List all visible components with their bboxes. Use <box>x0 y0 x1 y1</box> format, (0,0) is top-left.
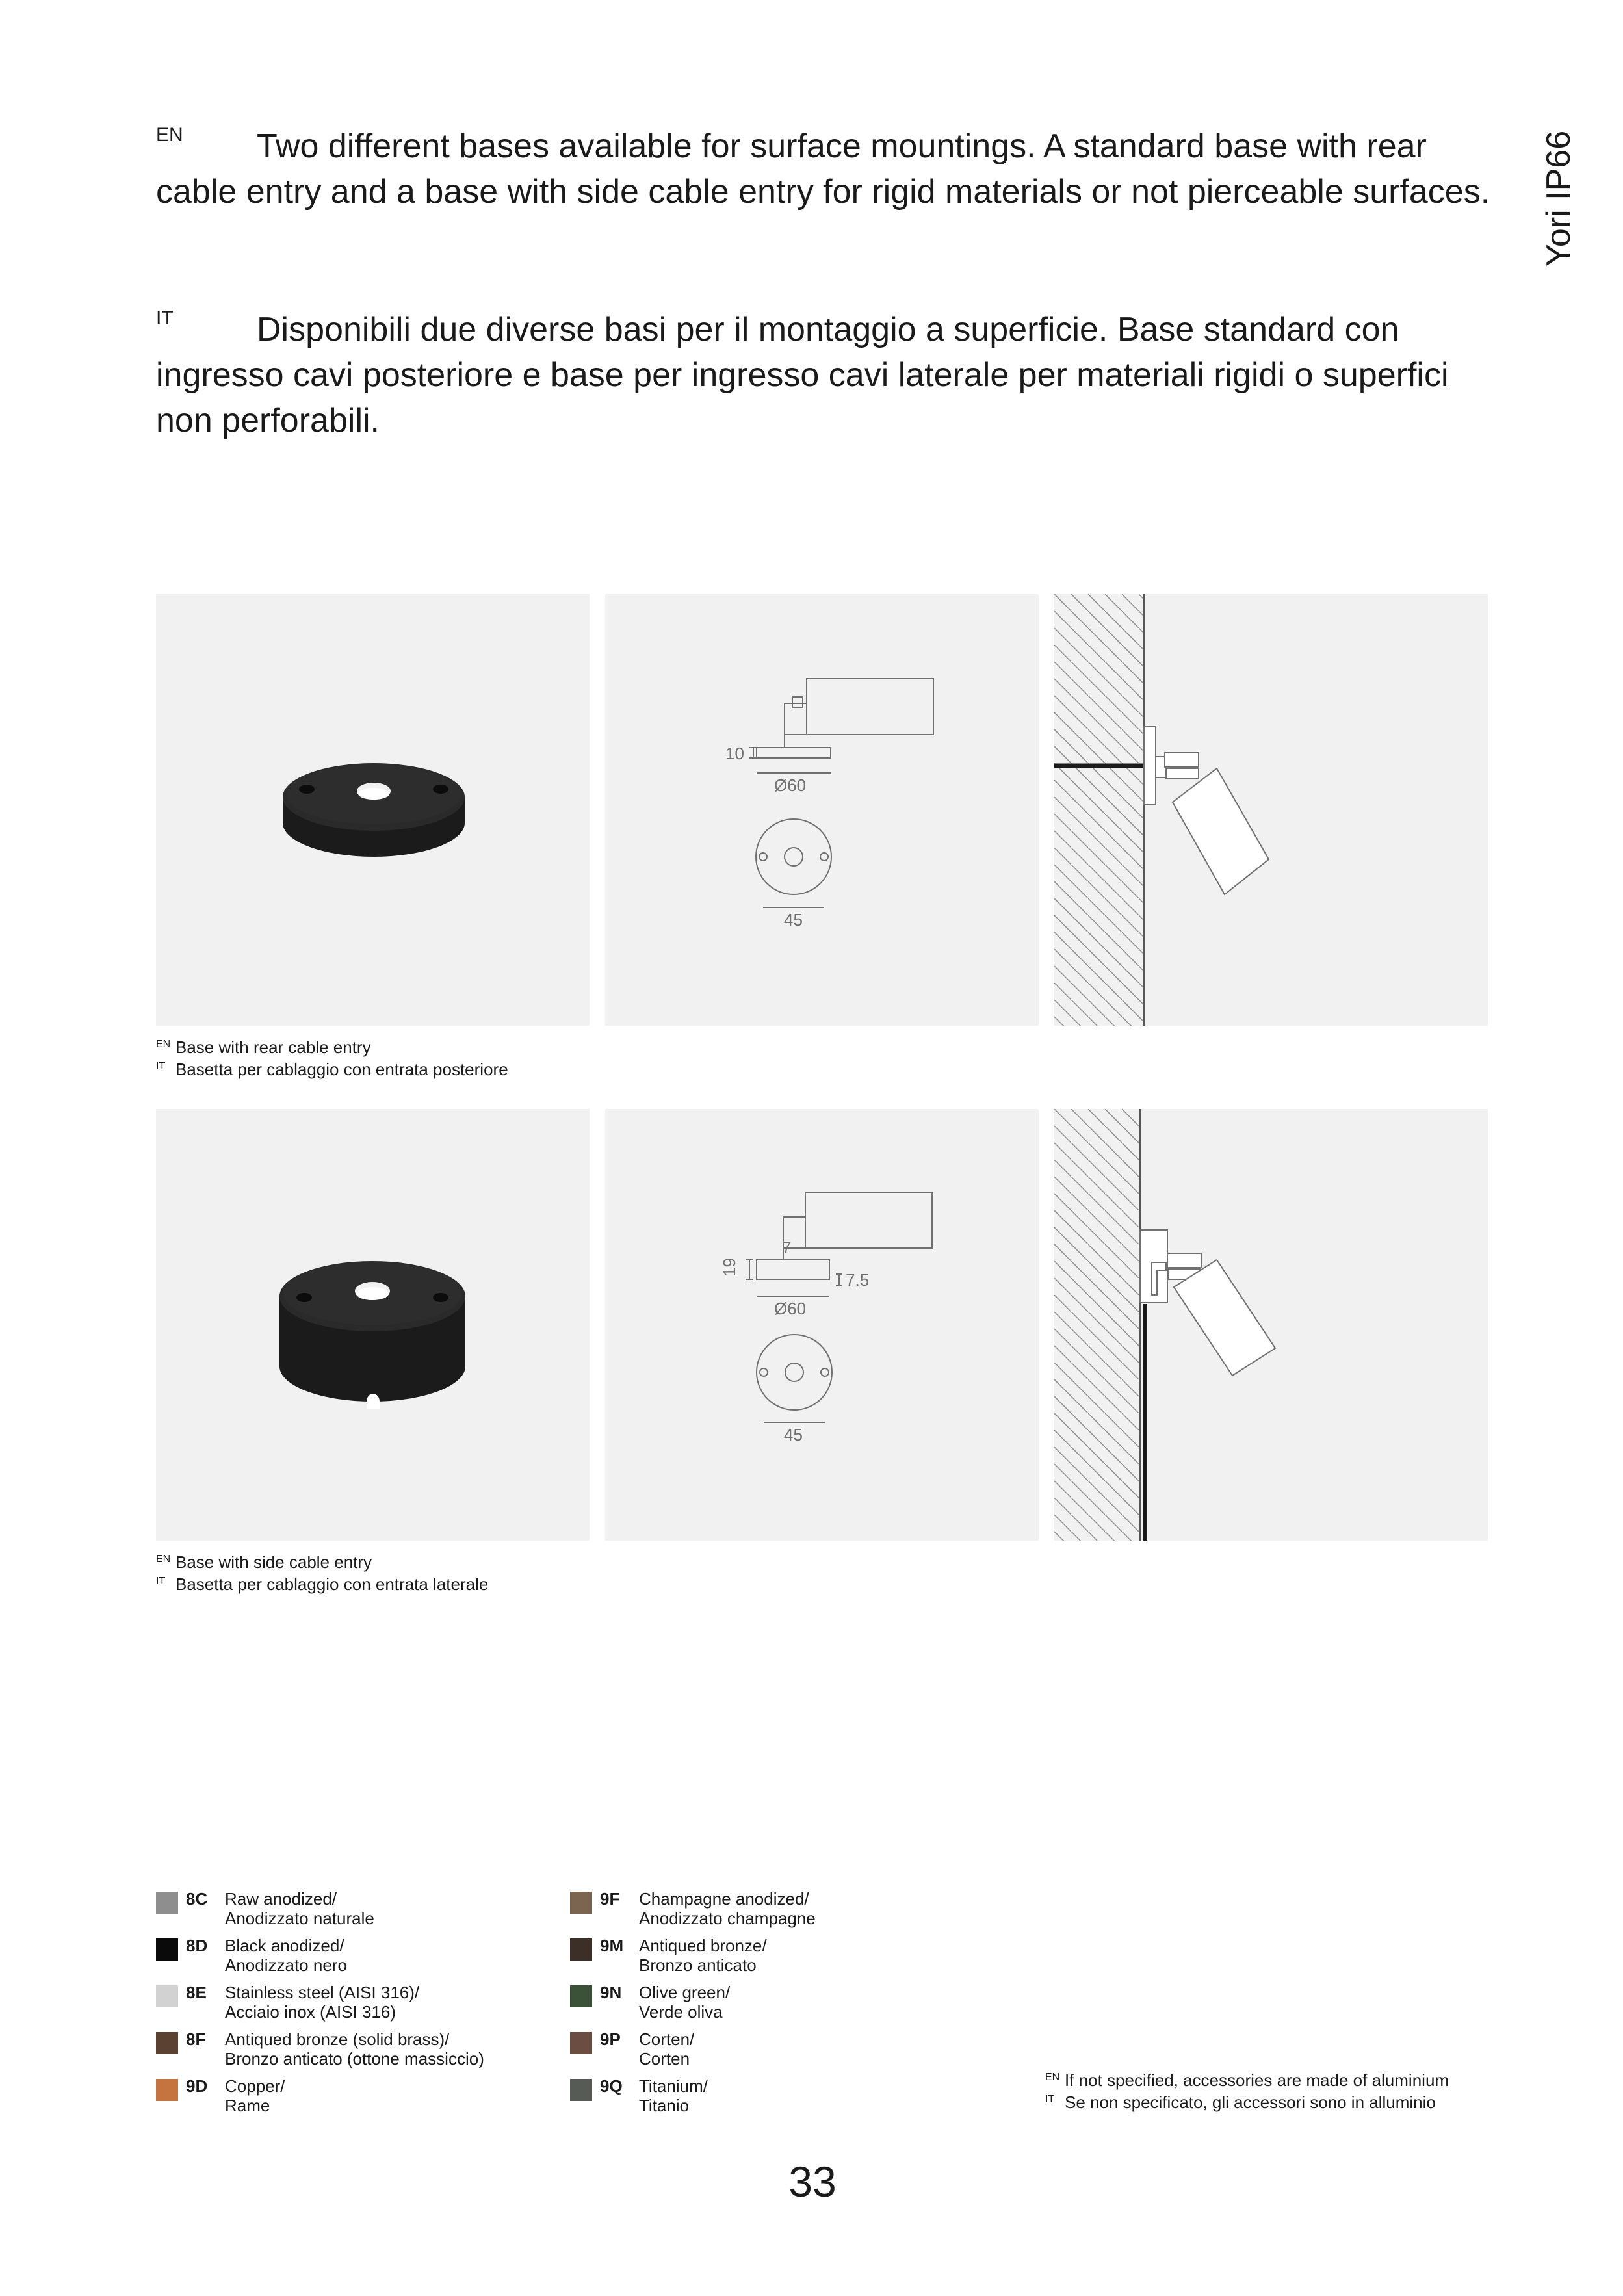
note-it-text: Se non specificato, gli accessori sono in alluminio <box>1065 2093 1436 2112</box>
rear-base-drawing <box>605 594 1039 1026</box>
finish-name: Olive green/ Verde oliva <box>639 1983 731 2022</box>
finish-name: Antiqued bronze/ Bronzo anticato <box>639 1936 767 1975</box>
dim-entry: 7.5 <box>846 1270 870 1290</box>
finish-swatch <box>570 1985 592 2007</box>
caption-en-tag: EN <box>156 1039 171 1050</box>
dim-diameter: Ø60 <box>774 776 807 795</box>
finish-code: 8E <box>186 1983 207 2002</box>
side-base-installation <box>1054 1109 1488 1541</box>
finish-name: Champagne anodized/ Anodizzato champagne <box>639 1889 816 1928</box>
finish-swatch <box>156 1985 178 2007</box>
rear-base-caption <box>156 1036 508 1080</box>
finish-name: Raw anodized/ Anodizzato naturale <box>225 1889 374 1928</box>
product-name: Yori IP66 <box>1540 130 1578 267</box>
finish-swatch <box>570 2032 592 2054</box>
finish-swatch <box>570 1938 592 1961</box>
caption-it-line <box>156 1058 508 1080</box>
finish-code: 8F <box>186 2029 206 2049</box>
intro-it <box>156 307 1495 443</box>
finish-name: Stainless steel (AISI 316)/ Acciaio inox (AISI 316) <box>225 1983 420 2022</box>
rear-mount-wall-diagram <box>1054 594 1488 1026</box>
finish-code: 9F <box>600 1889 620 1909</box>
finish-code: 9P <box>600 2029 621 2049</box>
rear-base-icon <box>156 594 590 1026</box>
accessory-note <box>1045 2069 1449 2113</box>
lang-tag-en: EN <box>156 124 183 146</box>
finish-code: 9M <box>600 1936 624 1955</box>
note-it-tag: IT <box>1045 2094 1055 2105</box>
caption-it-line <box>156 1573 488 1595</box>
caption-en-tag: EN <box>156 1554 171 1565</box>
caption-en-text: Base with rear cable entry <box>175 1037 371 1057</box>
page-number: 33 <box>788 2158 837 2206</box>
note-en-line <box>1045 2069 1449 2091</box>
rear-base-dimension-diagram <box>605 594 1039 1026</box>
finish-code: 8D <box>186 1936 208 1955</box>
caption-en-line <box>156 1036 508 1058</box>
finish-name: Antiqued bronze (solid brass)/ Bronzo anticato (ottone massiccio) <box>225 2029 484 2068</box>
note-en-text: If not specified, accessories are made of aluminium <box>1065 2070 1449 2090</box>
caption-it-text: Basetta per cablaggio con entrata laterale <box>175 1574 489 1594</box>
intro-it-first-line: Disponibili due diverse basi per il montaggio a superficie. Base standard con <box>257 311 1399 348</box>
dim-offset: 7 <box>782 1238 792 1257</box>
caption-it-tag: IT <box>156 1576 166 1587</box>
finish-name: Corten/ Corten <box>639 2029 695 2068</box>
intro-en <box>156 124 1495 215</box>
dim-spacing: 45 <box>784 910 803 930</box>
lang-tag-it: IT <box>156 307 174 329</box>
finish-code: 9N <box>600 1983 622 2002</box>
side-base-drawing <box>605 1109 1039 1541</box>
intro-en-rest: rear cable entry and a base with side cable entry for rigid materials or not pierceable surfaces. <box>156 127 1490 211</box>
dim-height: 19 <box>720 1258 739 1277</box>
finish-swatch <box>156 2032 178 2054</box>
finish-code: 9D <box>186 2076 208 2096</box>
dim-diameter: Ø60 <box>774 1299 807 1318</box>
side-mount-wall-diagram <box>1054 1109 1488 1541</box>
intro-it-rest: ingresso cavi posteriore e base per ingresso cavi laterale per materiali rigidi o superfici non perforabili. <box>156 356 1449 439</box>
finish-swatch <box>156 2079 178 2101</box>
finish-swatch <box>570 1892 592 1914</box>
finish-swatch <box>156 1892 178 1914</box>
finish-name: Titanium/ Titanio <box>639 2076 708 2115</box>
dim-height: 10 <box>725 744 744 763</box>
finish-swatch <box>156 1938 178 1961</box>
finish-name: Copper/ Rame <box>225 2076 285 2115</box>
side-title <box>1534 130 1586 273</box>
rear-base-photo <box>156 594 590 1026</box>
side-base-caption <box>156 1551 488 1595</box>
rear-base-installation <box>1054 594 1488 1026</box>
caption-en-text: Base with side cable entry <box>175 1552 372 1572</box>
side-base-icon <box>156 1109 590 1541</box>
caption-it-tag: IT <box>156 1061 166 1072</box>
note-it-line <box>1045 2091 1449 2113</box>
dim-spacing: 45 <box>784 1425 803 1444</box>
caption-en-line <box>156 1551 488 1573</box>
intro-en-first-line: Two different bases available for surface mountings. A standard base with <box>257 127 1357 165</box>
finish-swatch <box>570 2079 592 2101</box>
finish-name: Black anodized/ Anodizzato nero <box>225 1936 347 1975</box>
note-en-tag: EN <box>1045 2072 1060 2083</box>
caption-it-text: Basetta per cablaggio con entrata posteriore <box>175 1060 508 1079</box>
finish-code: 8C <box>186 1889 208 1909</box>
side-base-photo <box>156 1109 590 1541</box>
side-base-dimension-diagram <box>605 1109 1039 1541</box>
finish-code: 9Q <box>600 2076 623 2096</box>
